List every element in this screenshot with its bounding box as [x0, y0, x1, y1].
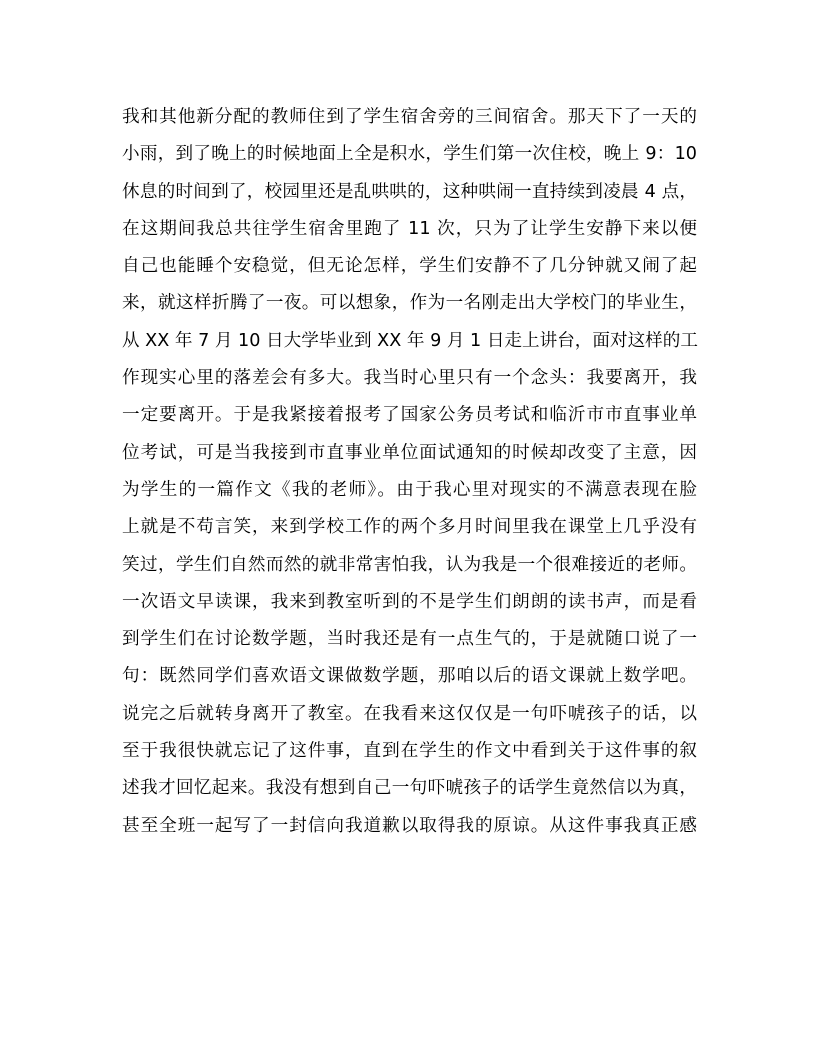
text-line: 从 XX 年 7 月 10 日大学毕业到 XX 年 9 月 1 日走上讲台，面对这样的工 [122, 330, 698, 351]
text-line: 句：既然同学们喜欢语文课做数学题，那咱以后的语文课就上数学吧。 [122, 666, 697, 687]
text-line: 位考试，可是当我接到市直事业单位面试通知的时候却改变了主意，因 [122, 442, 697, 463]
text-line: 自己也能睡个安稳觉，但无论怎样，学生们安静不了几分钟就又闹了起 [122, 256, 697, 277]
text-line: 我和其他新分配的教师住到了学生宿舍旁的三间宿舍。那天下了一天的 [122, 107, 697, 127]
text-line: 一次语文早读课，我来到教室听到的不是学生们朗朗的读书声，而是看 [122, 591, 697, 612]
text-line: 为学生的一篇作文《我的老师》。由于我心里对现实的不满意表现在脸 [122, 479, 697, 500]
text-line: 述我才回忆起来。我没有想到自己一句吓唬孩子的话学生竟然信以为真， [122, 778, 697, 799]
text-line: 至于我很快就忘记了这件事，直到在学生的作文中看到关于这件事的叙 [122, 741, 697, 762]
text-line: 休息的时间到了，校园里还是乱哄哄的，这种哄闹一直持续到凌晨 4 点， [122, 181, 697, 202]
text-line: 小雨，到了晚上的时候地面上全是积水，学生们第一次住校，晚上 9：10 [122, 144, 697, 165]
text-line: 作现实心里的落差会有多大。我当时心里只有一个念头：我要离开，我 [122, 368, 697, 389]
text-line: 上就是不苟言笑，来到学校工作的两个多月时间里我在课堂上几乎没有 [122, 517, 697, 538]
text-line: 甚至全班一起写了一封信向我道歉以取得我的原谅。从这件事我真正感 [122, 815, 697, 836]
text-line: 笑过，学生们自然而然的就非常害怕我，认为我是一个很难接近的老师。 [122, 554, 697, 575]
text-line: 在这期间我总共往学生宿舍里跑了 11 次，只为了让学生安静下来以便 [122, 218, 697, 239]
text-line: 说完之后就转身离开了教室。在我看来这仅仅是一句吓唬孩子的话，以 [122, 703, 697, 724]
text-line: 一定要离开。于是我紧接着报考了国家公务员考试和临沂市市直事业单 [122, 405, 697, 426]
body-text [122, 99, 697, 845]
text-line: 到学生们在讨论数学题，当时我还是有一点生气的，于是就随口说了一 [122, 629, 697, 650]
text-line: 来，就这样折腾了一夜。可以想象，作为一名刚走出大学校门的毕业生， [122, 293, 697, 314]
